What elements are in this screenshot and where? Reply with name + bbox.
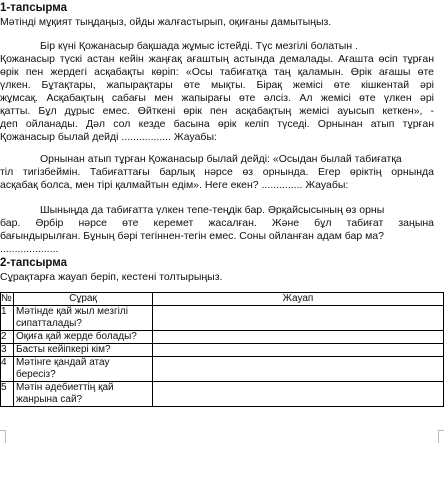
para1-line: қатты. Бұл дұрыс емес. Өйткені өрік пен асқабақтың жемісі ауысып кеткен», -: [0, 105, 434, 117]
para1-line: Бір күні Қожанасыр бақшада жұмыс істейді. Түс мезгілі болатын .: [40, 40, 358, 52]
row-question: [14, 382, 153, 407]
row-question: [14, 331, 153, 344]
table-row: [1, 331, 444, 344]
answer-cell[interactable]: [153, 382, 444, 407]
row-num: 5: [1, 382, 14, 407]
question-line: жанрына сай?: [16, 394, 83, 405]
task1-title: 1-тапсырма: [0, 2, 68, 14]
row-num: 4: [1, 357, 14, 382]
para3-line: бағындырылған. Бұның бәрі тегіннен-тегін емес. Соны ойланған адам бар ма?: [0, 230, 384, 242]
para3-line: ....................: [0, 243, 59, 255]
table-header-row: [1, 293, 444, 306]
table-row: [1, 357, 444, 382]
row-question: [14, 344, 153, 357]
question-line: Мәтінге қандай атау бересіз?: [16, 357, 110, 380]
row-question: [14, 306, 153, 331]
para2-line: асқабақ болса, мен тірі қалмайтын едім». Неге екен? .............. Жауабы:: [0, 179, 349, 191]
table-row: [1, 306, 444, 331]
para2-line: тіл тигізбеймін. Табиғаттағы барлық нәрсе өз орнында. Егер өріктің орнында: [0, 166, 434, 178]
header-num: №: [1, 293, 12, 304]
para1-line: үлкен. Бұтақтары, жапырақтары өте мықты. Бірақ жемісі өте кішкентай әрі: [0, 79, 434, 91]
row-question: [14, 357, 153, 382]
header-question: Сұрақ: [14, 293, 153, 306]
task1-instruction: Мәтінді мұқият тыңдаңыз, ойды жалғастырып, оқиғаны дамытыңыз.: [0, 16, 332, 28]
answer-cell[interactable]: [153, 306, 444, 331]
answer-cell[interactable]: [153, 344, 444, 357]
page-corner-mark: [0, 430, 6, 443]
para3-line: бар. Әрбір нәрсе өте керемет жасалған. Және бұл табиғат заңына: [0, 217, 434, 229]
header-answer: Жауап: [153, 293, 444, 306]
para1-line: өрік пен жердегі асқабақты көріп: «Осы табиғатқа таң қаламын. Өрік ағашы өте: [0, 66, 434, 78]
para1-line: деп ойланады. Дәл сол кезде басына өрік келіп түседі. Орнынан атып тұрған: [0, 118, 434, 130]
para1-line: жұмсақ. Асқабақтың сабағы мен жапырағы өте әлсіз. Ал жемісі өте үлкен әрі: [0, 92, 434, 104]
para1-line: Қожанасыр түскі астан кейін жаңғақ ағаштың астында демалады. Ағашта өсіп тұрған: [0, 53, 434, 65]
table-row: [1, 382, 444, 407]
answer-cell[interactable]: [153, 357, 444, 382]
page-corner-mark: [438, 430, 444, 443]
question-line: сипатталады?: [16, 318, 82, 329]
task2-instruction: Сұрақтарға жауап беріп, кестені толтырыңыз.: [0, 271, 223, 283]
question-line: Мәтін әдебиеттің қай: [16, 382, 114, 393]
question-line: Басты кейіпкері кім?: [16, 344, 111, 355]
para2-line: Орнынан атып тұрған Қожанасыр былай дейді: «Осыдан былай табиғатқа: [40, 153, 402, 165]
para3-line: Шыныңда да табиғатта үлкен тепе-теңдік бар. Әрқайсысының өз орны: [40, 204, 385, 216]
question-line: Оқиға қай жерде болады?: [16, 331, 137, 342]
para1-line: Қожанасыр былай дейді ................. Жауабы:: [0, 131, 217, 143]
answer-cell[interactable]: [153, 331, 444, 344]
task2-title: 2-тапсырма: [0, 257, 68, 269]
row-num: 1: [1, 306, 14, 331]
question-line: Мәтінде қай жыл мезгілі: [16, 306, 128, 317]
table-row: [1, 344, 444, 357]
questions-table: [0, 292, 444, 407]
row-num: 3: [1, 344, 14, 357]
row-num: 2: [1, 331, 14, 344]
